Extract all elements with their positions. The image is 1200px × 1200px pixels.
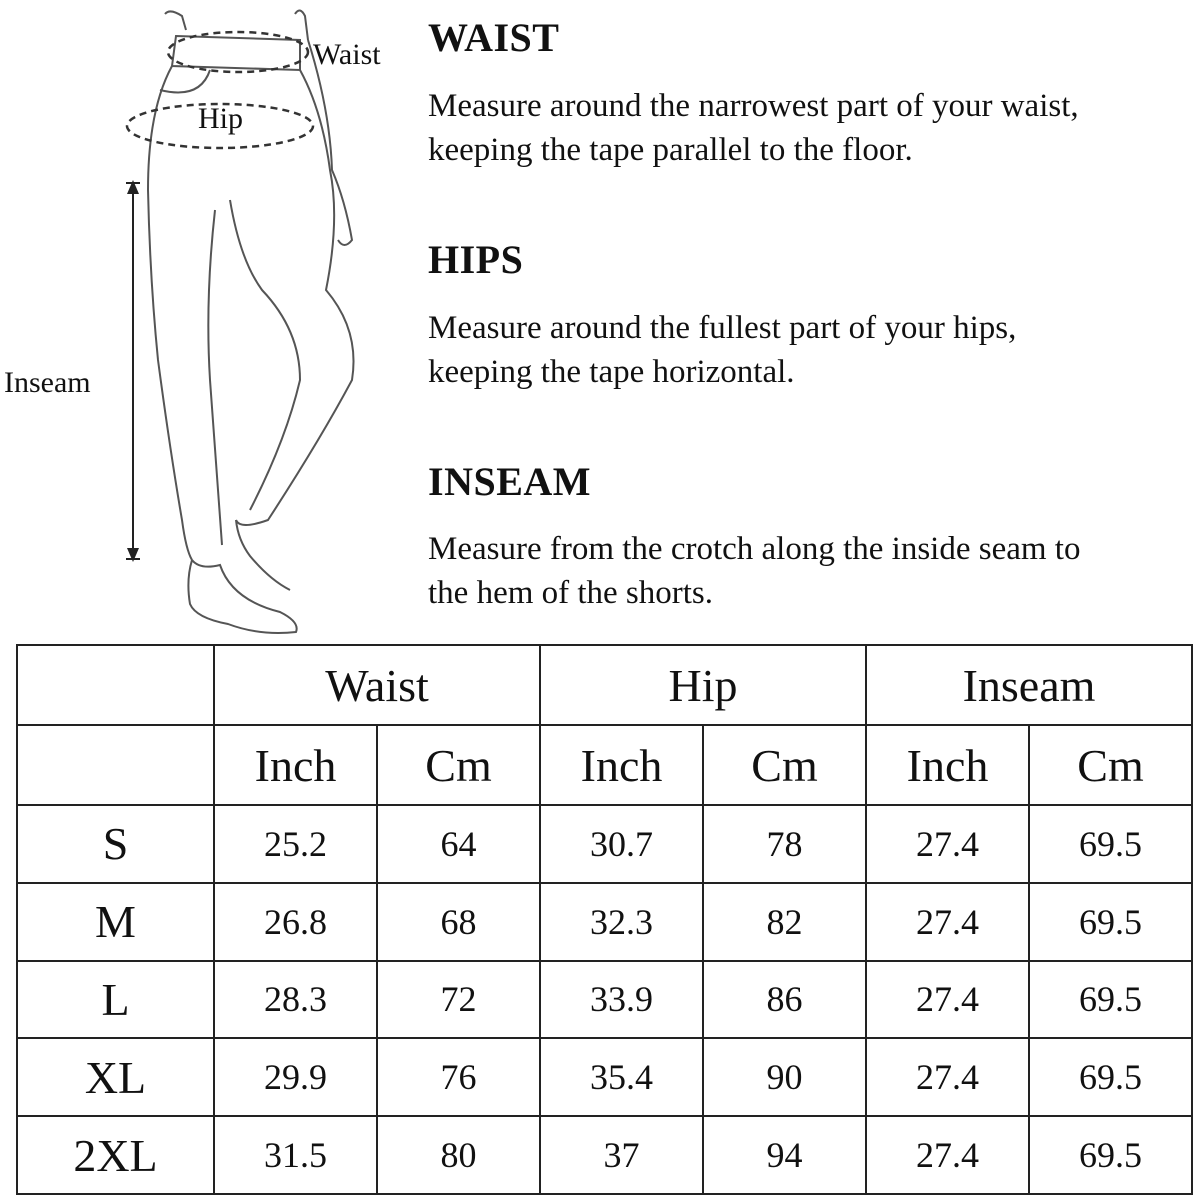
size-chart-table: [16, 644, 1193, 1195]
table-cell: 26.8: [214, 883, 377, 961]
corner-cell: [17, 725, 214, 805]
table-cell: 29.9: [214, 1038, 377, 1116]
waist-figure-label: Waist: [313, 38, 381, 71]
hips-desc-line: Measure around the fullest part of your hips,: [428, 310, 1017, 346]
inseam-desc-line: the hem of the shorts.: [428, 575, 714, 611]
table-row: [17, 805, 1192, 883]
table-cell: 69.5: [1029, 1116, 1192, 1194]
table-cell: 94: [703, 1116, 866, 1194]
table-cell: 37: [540, 1116, 703, 1194]
inseam-figure-label: Inseam: [4, 366, 91, 399]
hips-desc-line: keeping the tape horizontal.: [428, 354, 795, 390]
unit-header: Inch: [214, 725, 377, 805]
table-cell: 69.5: [1029, 1038, 1192, 1116]
leggings-figure: [0, 0, 420, 640]
table-cell: 25.2: [214, 805, 377, 883]
table-cell: 69.5: [1029, 961, 1192, 1039]
unit-header-row: [17, 725, 1192, 805]
table-cell: 69.5: [1029, 883, 1192, 961]
size-label: M: [17, 883, 214, 961]
waist-group-header: Waist: [214, 645, 540, 725]
hip-figure-label: Hip: [198, 102, 243, 135]
unit-header: Inch: [866, 725, 1029, 805]
unit-header: Cm: [703, 725, 866, 805]
table-cell: 28.3: [214, 961, 377, 1039]
table-cell: 27.4: [866, 961, 1029, 1039]
size-label: 2XL: [17, 1116, 214, 1194]
table-cell: 27.4: [866, 883, 1029, 961]
hip-group-header: Hip: [540, 645, 866, 725]
inseam-heading: INSEAM: [428, 459, 592, 504]
table-row: [17, 883, 1192, 961]
inseam-desc-line: Measure from the crotch along the inside seam to: [428, 531, 1081, 567]
table-cell: 30.7: [540, 805, 703, 883]
table-cell: 76: [377, 1038, 540, 1116]
table-cell: 64: [377, 805, 540, 883]
table-cell: 78: [703, 805, 866, 883]
inseam-group-header: Inseam: [866, 645, 1192, 725]
table-cell: 35.4: [540, 1038, 703, 1116]
table-cell: 32.3: [540, 883, 703, 961]
waist-desc-line: Measure around the narrowest part of your waist,: [428, 88, 1079, 124]
table-row: [17, 961, 1192, 1039]
unit-header: Cm: [377, 725, 540, 805]
unit-header: Inch: [540, 725, 703, 805]
table-cell: 27.4: [866, 805, 1029, 883]
table-row: [17, 1116, 1192, 1194]
inseam-description: [428, 527, 1188, 615]
table-cell: 80: [377, 1116, 540, 1194]
waist-description: [428, 84, 1188, 172]
table-cell: 82: [703, 883, 866, 961]
leggings-illustration: [0, 0, 420, 640]
table-cell: 68: [377, 883, 540, 961]
table-cell: 90: [703, 1038, 866, 1116]
waist-heading: WAIST: [428, 15, 560, 60]
table-row: [17, 1038, 1192, 1116]
table-cell: 27.4: [866, 1038, 1029, 1116]
table-cell: 33.9: [540, 961, 703, 1039]
size-label: XL: [17, 1038, 214, 1116]
corner-cell: [17, 645, 214, 725]
table-cell: 27.4: [866, 1116, 1029, 1194]
table-cell: 31.5: [214, 1116, 377, 1194]
table-cell: 69.5: [1029, 805, 1192, 883]
hips-heading: HIPS: [428, 237, 524, 282]
table-cell: 72: [377, 961, 540, 1039]
table-cell: 86: [703, 961, 866, 1039]
unit-header: Cm: [1029, 725, 1192, 805]
waist-desc-line: keeping the tape parallel to the floor.: [428, 132, 913, 168]
hips-description: [428, 306, 1188, 394]
group-header-row: [17, 645, 1192, 725]
size-label: L: [17, 961, 214, 1039]
size-label: S: [17, 805, 214, 883]
